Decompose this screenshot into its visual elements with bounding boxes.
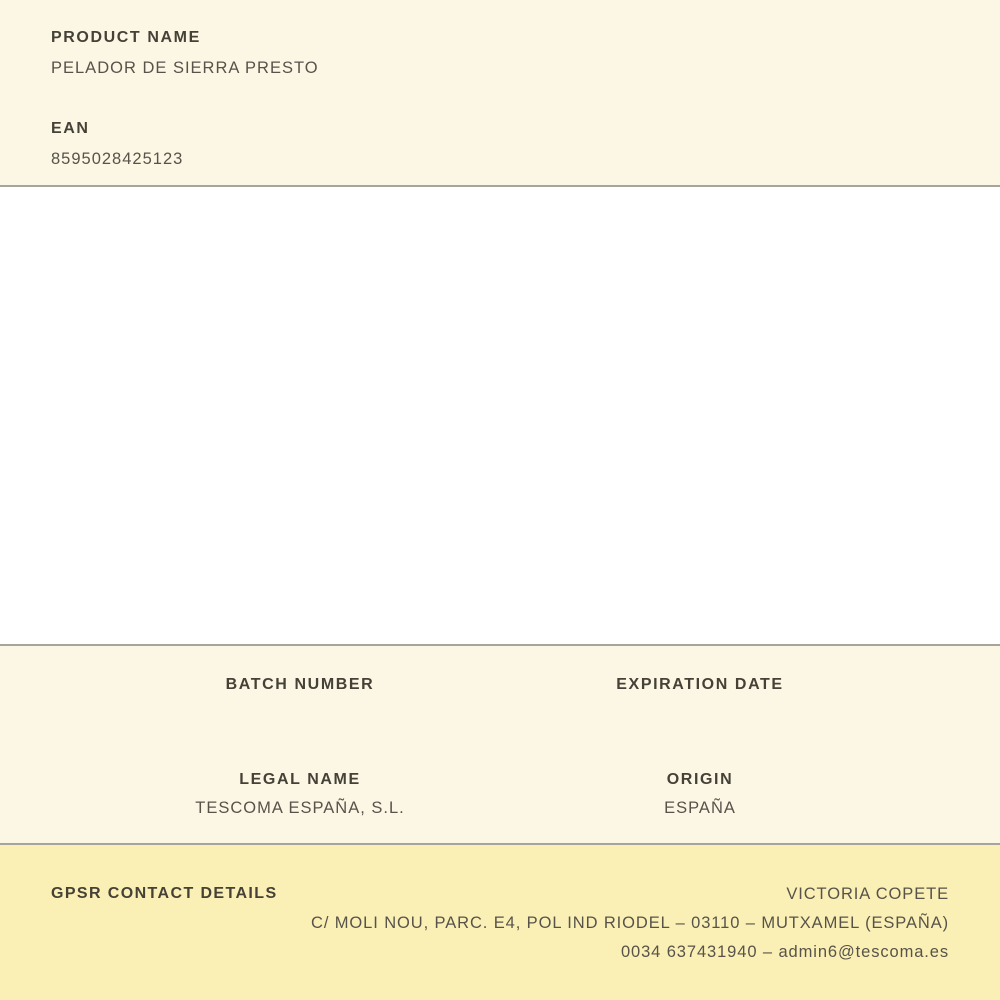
legal-origin-row xyxy=(100,769,900,819)
gpsr-contact-label: GPSR CONTACT DETAILS xyxy=(51,885,278,902)
blank-section xyxy=(0,187,1000,644)
contact-person-name: VICTORIA COPETE xyxy=(786,885,949,903)
product-name-field xyxy=(51,27,949,79)
legal-name-label: LEGAL NAME xyxy=(239,771,361,788)
origin-field xyxy=(500,769,900,819)
batch-number-label: BATCH NUMBER xyxy=(225,676,375,693)
product-info-section xyxy=(0,0,1000,185)
gpsr-contact-section xyxy=(0,845,1000,1000)
product-name-label: PRODUCT NAME xyxy=(51,29,201,46)
contact-phone-email: 0034 637431940 – admin6@tescoma.es xyxy=(620,943,949,961)
batch-number-value xyxy=(100,702,500,724)
batch-number-field xyxy=(100,674,500,724)
traceability-section xyxy=(0,646,1000,843)
origin-label: ORIGIN xyxy=(666,771,734,788)
product-name-value: PELADOR DE SIERRA PRESTO xyxy=(51,59,319,77)
traceability-grid xyxy=(100,674,900,819)
contact-address: C/ MOLI NOU, PARC. E4, POL IND RIODEL – 03110 – MUTXAMEL (ESPAÑA) xyxy=(311,914,949,932)
origin-value: ESPAÑA xyxy=(664,799,736,817)
expiration-date-field xyxy=(500,674,900,724)
legal-name-value: TESCOMA ESPAÑA, S.L. xyxy=(195,799,405,817)
expiration-date-label: EXPIRATION DATE xyxy=(616,676,784,693)
batch-expiration-row xyxy=(100,674,900,724)
ean-value: 8595028425123 xyxy=(51,150,184,168)
ean-field xyxy=(51,118,949,170)
legal-name-field xyxy=(100,769,500,819)
ean-label: EAN xyxy=(51,120,90,137)
expiration-date-value xyxy=(500,702,900,724)
